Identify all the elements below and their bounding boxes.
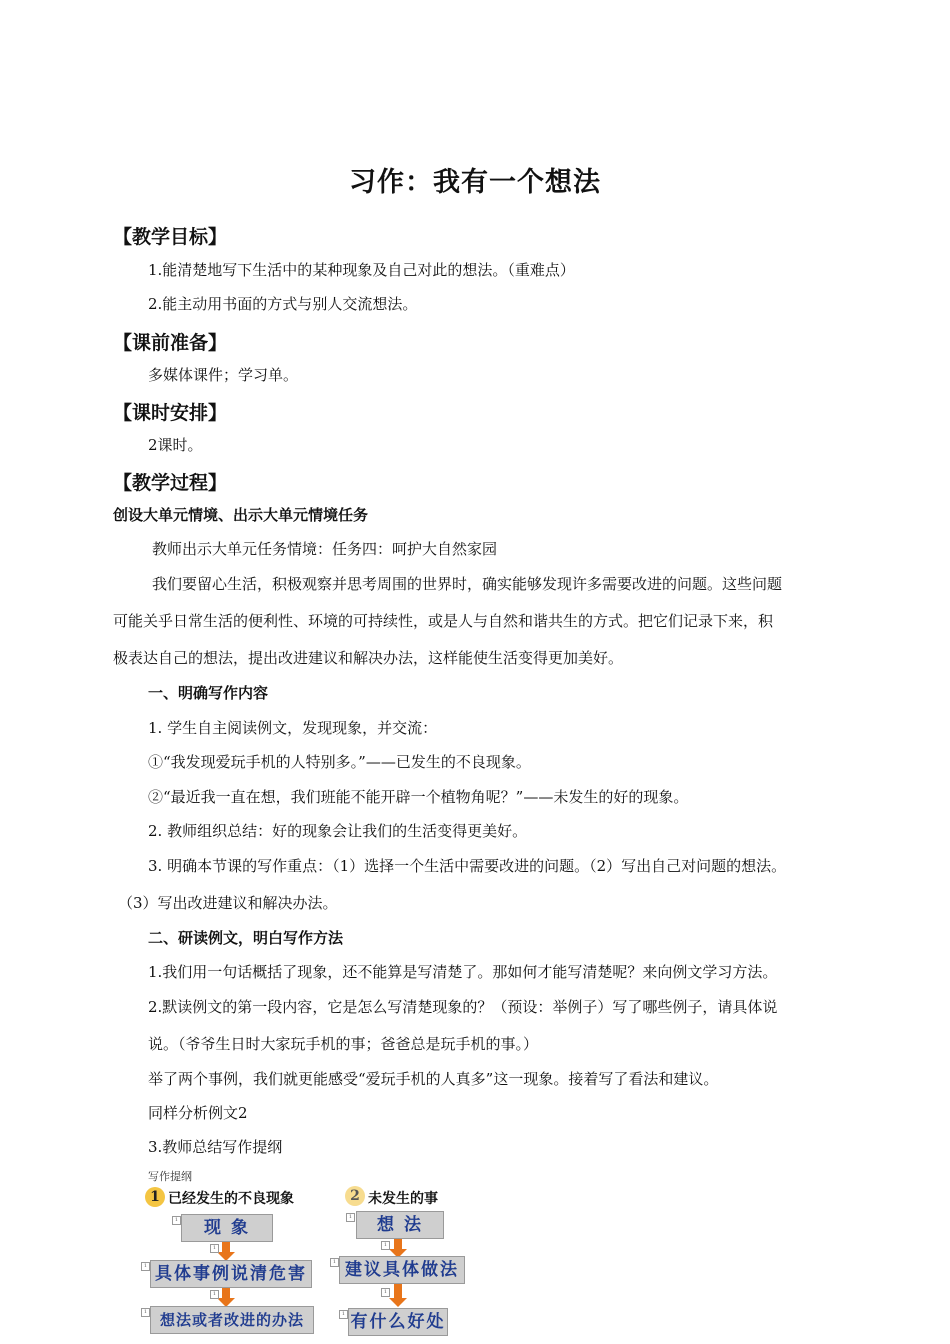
number-badge-1: 1: [145, 1187, 165, 1207]
outline-box-ideas: 想法或者改进的办法: [150, 1306, 314, 1334]
prep-text: 多媒体课件；学习单。: [148, 366, 299, 384]
process-para-line-3: 极表达自己的想法，提出改进建议和解决办法，这样能使生活变得更加美好。: [113, 649, 624, 667]
process-para-line-2: 可能关乎日常生活的便利性、环境的可持续性，或是人与自然和谐共生的方式。把它们记录下来，积: [113, 612, 774, 630]
outline-caption: 写作提纲: [148, 1170, 192, 1183]
slide-marker-icon: 1: [210, 1290, 219, 1299]
part2-line: 1.我们用一句话概括了现象，还不能算是写清楚了。那如何才能写清楚呢？来向例文学习方法。: [148, 963, 778, 981]
arrow-down-icon: [222, 1242, 230, 1252]
slide-marker-icon: 1: [141, 1308, 150, 1317]
slide-marker-icon: 1: [339, 1310, 348, 1319]
part1-line: （3）写出改进建议和解决办法。: [118, 894, 338, 912]
part2-line: 2.默读例文的第一段内容，它是怎么写清楚现象的？（预设：举例子）写了哪些例子，请具体说: [148, 998, 778, 1016]
schedule-text: 2课时。: [148, 436, 203, 454]
process-subheading: 创设大单元情境、出示大单元情境任务: [113, 506, 369, 524]
outline-box-idea: 想 法: [356, 1211, 444, 1239]
arrow-head-icon: [389, 1298, 407, 1307]
part1-line: ②“最近我一直在想，我们班能不能开辟一个植物角呢？”——未发生的好的现象。: [148, 788, 689, 806]
number-badge-2: 2: [345, 1186, 365, 1206]
part2-heading: 二、研读例文，明白写作方法: [148, 929, 344, 947]
col2-header: 未发生的事: [368, 1191, 438, 1207]
slide-marker-icon: 1: [381, 1241, 390, 1250]
outline-box-phenomenon: 现 象: [181, 1214, 273, 1242]
part1-line: 1. 学生自主阅读例文，发现现象，并交流：: [148, 719, 438, 737]
slide-marker-icon: 1: [381, 1288, 390, 1297]
part2-line: 举了两个事例，我们就更能感受“爱玩手机的人真多”这一现象。接着写了看法和建议。: [148, 1070, 719, 1088]
part2-line: 说。（爷爷生日时大家玩手机的事；爸爸总是玩手机的事。）: [148, 1035, 539, 1053]
outline-box-benefits: 有什么好处: [348, 1308, 448, 1336]
col1-header: 已经发生的不良现象: [168, 1191, 294, 1207]
arrow-down-icon: [394, 1284, 402, 1298]
part1-line: 3. 明确本节课的写作重点：（1）选择一个生活中需要改进的问题。（2）写出自己对问题的想法。: [148, 857, 787, 875]
slide-marker-icon: 1: [210, 1244, 219, 1253]
outline-box-suggestion: 建议具体做法: [339, 1256, 465, 1284]
goal-item-1: 1.能清楚地写下生活中的某种现象及自己对此的想法。（重难点）: [148, 261, 575, 279]
document-title: 习作：我有一个想法: [349, 167, 601, 198]
arrow-down-icon: [394, 1239, 402, 1249]
process-para-line-1: 我们要留心生活，积极观察并思考周围的世界时，确实能够发现许多需要改进的问题。这些问题: [152, 575, 783, 593]
slide-marker-icon: 1: [172, 1216, 181, 1225]
outline-box-examples: 具体事例说清危害: [150, 1260, 312, 1288]
slide-marker-icon: 1: [141, 1262, 150, 1271]
part1-line: ①“我发现爱玩手机的人特别多。”——已发生的不良现象。: [148, 753, 531, 771]
section-heading-goals: 【教学目标】: [113, 226, 228, 248]
part1-line: 2. 教师组织总结：好的现象会让我们的生活变得更美好。: [148, 822, 528, 840]
section-heading-prep: 【课前准备】: [113, 332, 228, 354]
process-intro: 教师出示大单元任务情境：任务四：呵护大自然家园: [152, 540, 498, 558]
section-heading-schedule: 【课时安排】: [113, 402, 228, 424]
section-heading-process: 【教学过程】: [113, 472, 228, 494]
part2-line: 同样分析例文2: [148, 1104, 248, 1122]
goal-item-2: 2.能主动用书面的方式与别人交流想法。: [148, 295, 418, 313]
slide-marker-icon: 1: [330, 1258, 339, 1267]
slide-marker-icon: 1: [346, 1213, 355, 1222]
part1-heading: 一、明确写作内容: [148, 684, 269, 702]
part2-line: 3.教师总结写作提纲: [148, 1138, 283, 1156]
arrow-down-icon: [222, 1288, 230, 1298]
